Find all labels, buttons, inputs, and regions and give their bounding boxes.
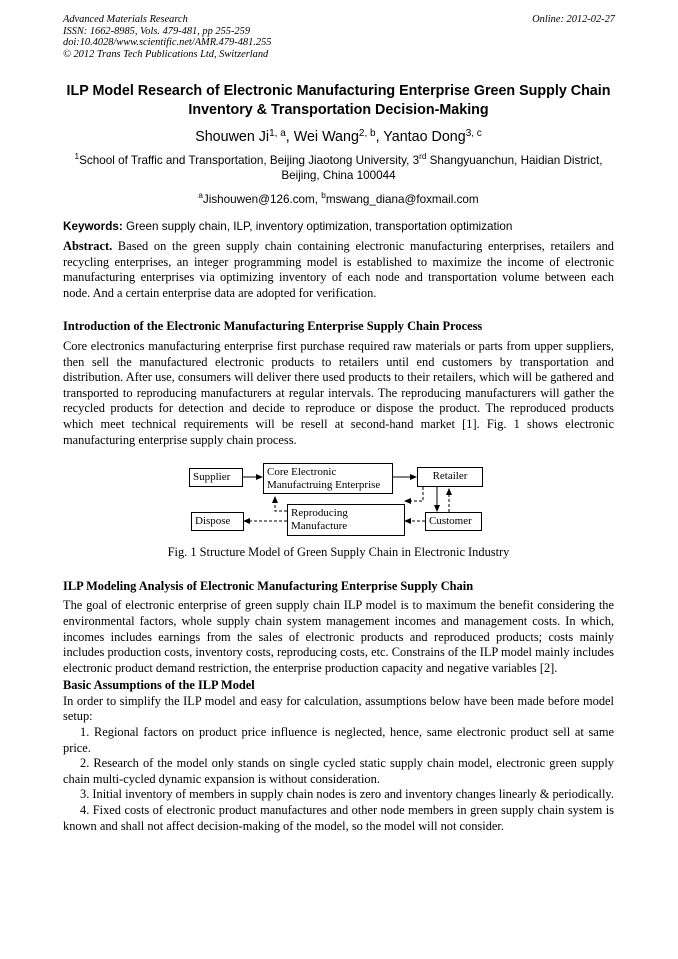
node-label: Retailer [432, 470, 468, 483]
abstract-text: Based on the green supply chain containing electronic manufacturing enterprises, retailers and recycling enterprises, an integer programming model is established to maximize the income of electronic manufacturing enterprises via optimizing inventory of each node and transportation volume between each node. And a certain enterprise data are adopted for verification. [63, 239, 614, 300]
author-name: Yantao Dong [383, 129, 466, 145]
affiliation-text: School of Traffic and Transportation, Beijing Jiaotong University, 3 [79, 154, 420, 167]
author-superscript: 1, a [269, 128, 286, 139]
email-link[interactable]: mswang_diana@foxmail.com [325, 193, 479, 206]
online-date: Online: 2012-02-27 [532, 14, 615, 25]
running-header [63, 14, 271, 60]
node-reproducing-manufacture [287, 504, 405, 536]
node-label: Reproducing [291, 507, 348, 520]
abstract [63, 239, 614, 301]
journal-name: Advanced Materials Research [63, 14, 188, 25]
node-label: Manufacture [291, 520, 348, 533]
keywords [63, 219, 614, 234]
assumptions-intro: In order to simplify the ILP model and easy for calculation, assumptions below have been made before model setup: [63, 693, 614, 724]
affiliation-number: 1 [74, 152, 80, 161]
ilp-paragraph: The goal of electronic enterprise of green supply chain ILP model is to maximum the benefit considering the environmental factors, whole supply chain system management incomes and management costs. In which, incomes includes earnings from the sales of electronic products and reproduced products; costs mainly includes production costs, inventory costs, reproducing costs, etc. Constrains of the ILP model mainly includes electronic product demand restriction, the enterprise production capacity and negative variables [2]. [63, 598, 614, 675]
keywords-text: Green supply chain, ILP, inventory optimization, transportation optimization [122, 220, 513, 233]
author-separator: , [285, 129, 294, 145]
email-marker: b [321, 191, 326, 200]
figure-supply-chain [63, 463, 614, 541]
node-supplier [189, 468, 243, 487]
node-customer [425, 512, 482, 531]
copyright-line: © 2012 Trans Tech Publications Ltd, Switzerland [63, 48, 269, 60]
node-label: Manufactruing Enterprise [267, 479, 381, 492]
assumption-item: 3. Initial inventory of members in supply chain nodes is zero and inventory changes linearly & periodically. [80, 787, 614, 802]
arrow-reproducing-to-core [275, 497, 287, 511]
subsection-heading-assumptions: Basic Assumptions of the ILP Model [63, 678, 255, 693]
author-name: Shouwen Ji [195, 129, 270, 145]
node-retailer [417, 467, 483, 487]
email-link[interactable]: Jishouwen@126.com [202, 193, 315, 206]
issn-line: ISSN: 1662-8985, Vols. 479-481, pp 255-259 [63, 25, 251, 37]
node-label: Core Electronic [267, 466, 337, 479]
author-superscript: 3, c [465, 128, 482, 139]
author-separator: , [375, 129, 384, 145]
email-marker: a [198, 191, 203, 200]
author-name: Wei Wang [293, 129, 359, 145]
assumption-item: 1. Regional factors on product price influence is neglected, hence, same electronic product sell at same price. [63, 725, 614, 755]
section-heading-introduction: Introduction of the Electronic Manufacturing Enterprise Supply Chain Process [63, 319, 483, 334]
figure-caption: Fig. 1 Structure Model of Green Supply Chain in Electronic Industry [167, 545, 510, 560]
section-heading-ilp-modeling: ILP Modeling Analysis of Electronic Manufacturing Enterprise Supply Chain [63, 578, 474, 593]
affiliation [63, 153, 614, 183]
author-list [63, 128, 614, 146]
doi-line: doi:10.4028/www.scientific.net/AMR.479-481.255 [63, 37, 272, 48]
intro-paragraph: Core electronics manufacturing enterprise first purchase required raw materials or parts from upper suppliers, then sell the manufactured electronic products to retailers until end customers by transportation and distribution. After use, consumers will deliver there used products to their retailers, which will be gathered and transported to reproducing manufacturers at regular intervals. The reproducing manufacturers will gather the recycled products for detection and decide to reproduce or dispose the product. The reproduced products which meet technical requirements will be resell at second-hand market [1]. Fig. 1 shows electronic manufacturing enterprise supply chain process. [63, 338, 614, 447]
arrow-retailer-to-reproducing [405, 487, 423, 501]
node-core-enterprise [263, 463, 393, 494]
email-separator: , [314, 193, 322, 206]
node-label: Dispose [195, 515, 231, 528]
assumption-item: 2. Research of the model only stands on single cycled static supply chain model, electronic green supply chain multi-cycled dynamic expansion is without consideration. [63, 756, 614, 786]
assumption-item: 4. Fixed costs of electronic product manufactures and other node members in green supply chain system is known and shall not affect decision-making of the model, so the model will not consider. [63, 803, 614, 833]
paper-body [63, 82, 614, 834]
affiliation-text-cont: Shangyuanchun, Haidian District, Beijing, China 100044 [281, 154, 603, 182]
ordinal-superscript: rd [419, 152, 427, 161]
email-list [63, 192, 614, 207]
author-superscript: 2, b [358, 128, 376, 139]
node-label: Supplier [193, 471, 231, 484]
node-dispose [191, 512, 244, 531]
node-label: Customer [429, 515, 472, 528]
abstract-label: Abstract. [63, 239, 113, 253]
keywords-label: Keywords: [63, 220, 123, 233]
paper-title: ILP Model Research of Electronic Manufacturing Enterprise Green Supply Chain Inventory & Transportation Decision-Making [66, 83, 611, 118]
